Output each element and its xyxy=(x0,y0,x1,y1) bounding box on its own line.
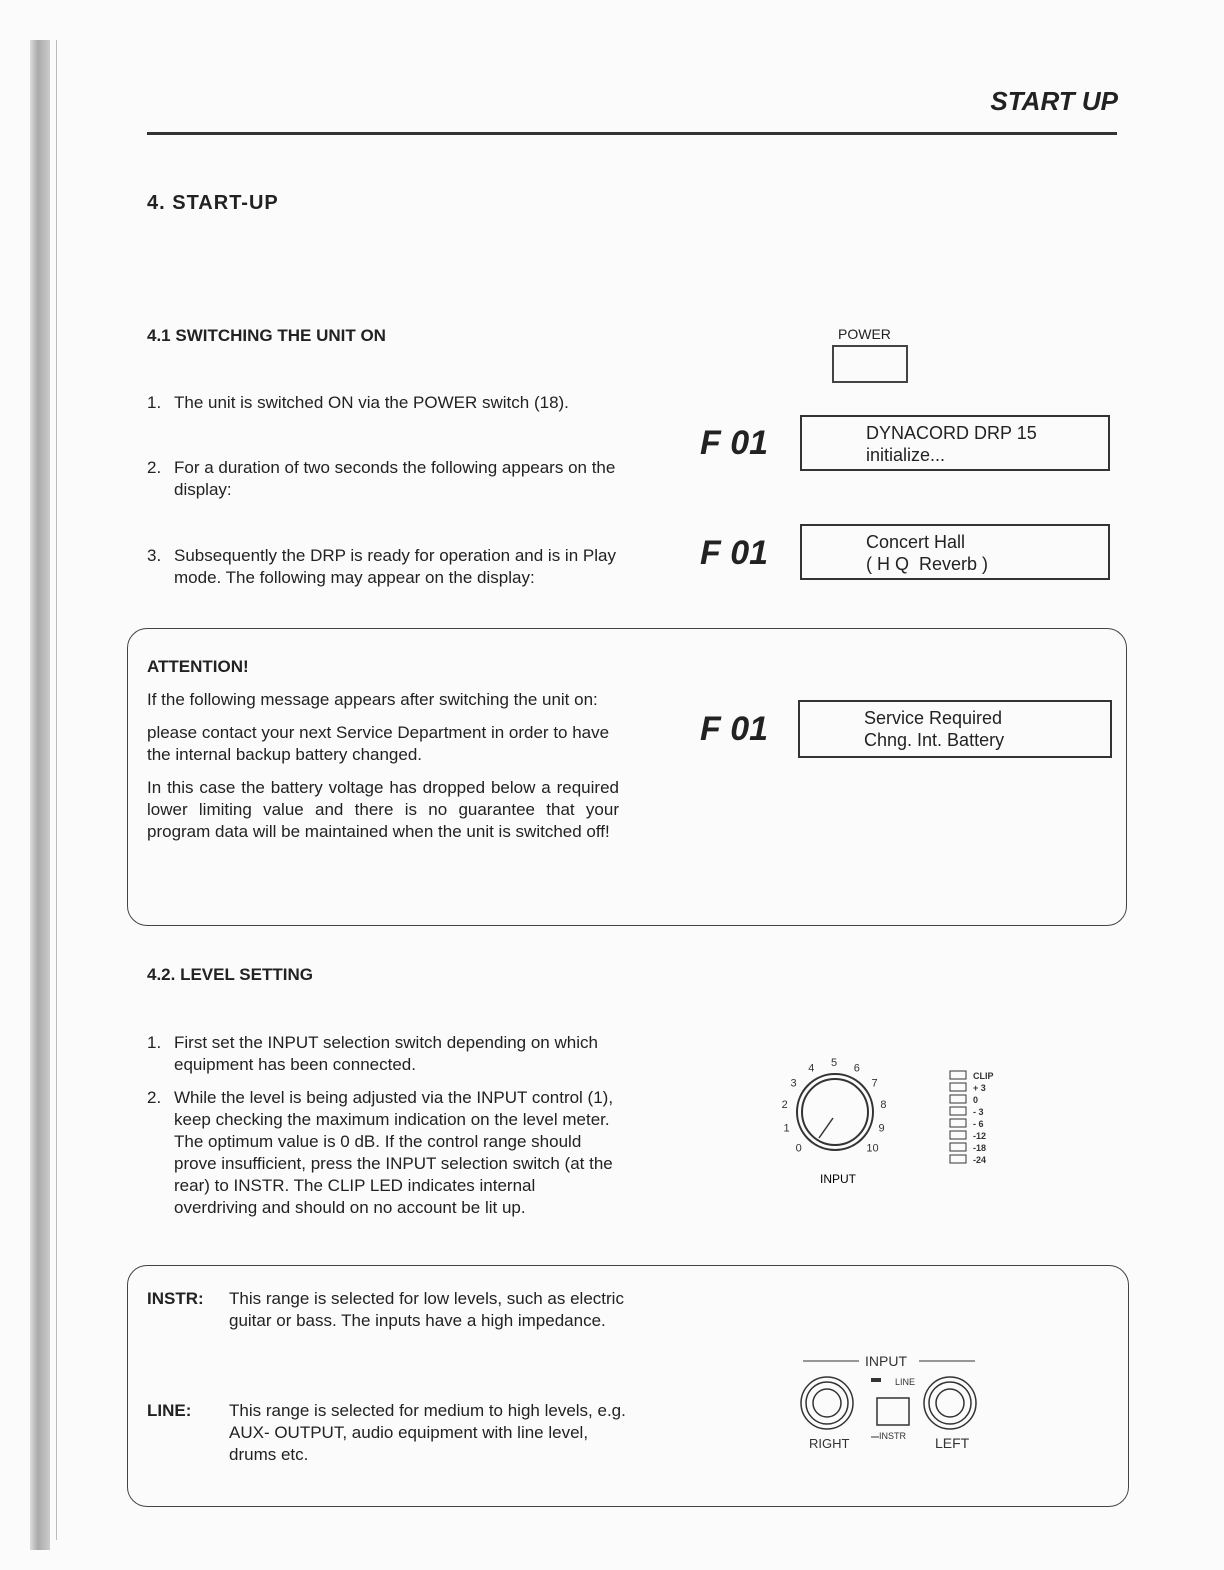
meter-label: - 3 xyxy=(973,1107,984,1117)
meter-label: 0 xyxy=(973,1095,979,1105)
running-header: START UP xyxy=(990,86,1118,116)
knob-tick-label: 9 xyxy=(878,1122,885,1135)
knob-tick-label: 8 xyxy=(880,1099,887,1112)
attention-title: ATTENTION! xyxy=(147,657,249,676)
knob-tick-label: 10 xyxy=(866,1142,879,1155)
knob-pointer xyxy=(819,1118,833,1138)
lcd-display: Service Required Chng. Int. Battery xyxy=(798,700,1112,758)
line-text: This range is selected for medium to high levels, e.g. AUX- OUTPUT, audio equipment with line level, drums etc. xyxy=(229,1401,626,1464)
list-item: 2. For a duration of two seconds the following appears on the display: xyxy=(147,458,616,499)
input-panel-diagram xyxy=(795,1345,995,1455)
meter-led xyxy=(950,1119,966,1127)
section-title: 4. START-UP xyxy=(147,192,279,214)
list-item: 1. First set the INPUT selection switch depending on which equipment has been connected. xyxy=(147,1033,598,1074)
header-rule xyxy=(147,132,1117,135)
input-knob-diagram xyxy=(770,1055,1020,1190)
knob-tick-label: 7 xyxy=(871,1077,878,1090)
knob-tick-label: 6 xyxy=(853,1062,860,1075)
meter-led xyxy=(950,1107,966,1115)
switch-up-icon xyxy=(871,1378,881,1382)
display-number: F 01 xyxy=(700,424,769,462)
knob-ring xyxy=(797,1074,873,1150)
meter-label: -18 xyxy=(973,1143,987,1153)
list-item: 3. Subsequently the DRP is ready for operation and is in Play mode. The following may appear on the display: xyxy=(147,546,616,587)
meter-led xyxy=(950,1083,966,1091)
attention-text: If the following message appears after switching the unit on: please contact your next Service Department in order to have the internal backup battery changed. In this case the battery voltage has dropped below a required lower limiting value and there is no guarantee that your program data will be maintained when the unit is switched off! xyxy=(147,690,619,841)
lcd-display: Concert Hall ( H Q Reverb ) xyxy=(800,524,1110,580)
knob-tick-label: 3 xyxy=(790,1077,797,1090)
knob-tick-label: 0 xyxy=(795,1142,802,1155)
instr-label: INSTR: xyxy=(147,1289,204,1308)
panel-input-label: INPUT xyxy=(865,1353,907,1369)
line-label: LINE: xyxy=(147,1401,192,1420)
knob-label: INPUT xyxy=(820,1172,856,1186)
meter-led xyxy=(950,1071,966,1079)
heading-switching: 4.1 SWITCHING THE UNIT ON xyxy=(147,326,386,345)
panel-instr-label: INSTR xyxy=(879,1431,906,1441)
jack-left-icon xyxy=(924,1377,976,1429)
panel-right-label: RIGHT xyxy=(809,1436,850,1451)
list-item: 1. The unit is switched ON via the POWER switch (18). xyxy=(147,393,569,412)
display-number: F 01 xyxy=(700,534,769,572)
panel-left-label: LEFT xyxy=(935,1435,970,1451)
knob-tick-label: 5 xyxy=(831,1057,838,1069)
list-item: 2. While the level is being adjusted via the INPUT control (1), keep checking the maximum indication on the level meter. The optimum value is 0 dB. If the control range should prove insufficient, press the INPUT selection switch (at the rear) to INSTR. The CLIP LED indicates internal overdriving and should on no account be lit up. xyxy=(147,1088,614,1217)
meter-label: -12 xyxy=(973,1131,987,1141)
power-label: POWER xyxy=(838,326,891,342)
meter-led xyxy=(950,1131,966,1139)
knob-tick-label: 1 xyxy=(783,1122,790,1135)
panel-line-label: LINE xyxy=(895,1377,916,1387)
input-select-switch xyxy=(877,1398,909,1425)
knob xyxy=(802,1079,868,1145)
instr-text: This range is selected for low levels, such as electric guitar or bass. The inputs have a high impedance. xyxy=(229,1289,624,1330)
display-number: F 01 xyxy=(700,710,769,748)
meter-led xyxy=(950,1095,966,1103)
lcd-display: DYNACORD DRP 15 initialize... xyxy=(800,415,1110,471)
knob-tick-label: 4 xyxy=(808,1062,815,1075)
scan-edge xyxy=(30,40,50,1550)
scan-line xyxy=(56,40,57,1540)
meter-label: + 3 xyxy=(973,1083,986,1093)
meter-label: CLIP xyxy=(973,1071,994,1081)
meter-label: - 6 xyxy=(973,1119,984,1129)
meter-led xyxy=(950,1155,966,1163)
power-switch xyxy=(832,345,908,383)
jack-right-icon xyxy=(801,1377,853,1429)
meter-led xyxy=(950,1143,966,1151)
heading-level: 4.2. LEVEL SETTING xyxy=(147,965,313,984)
knob-tick-label: 2 xyxy=(781,1099,788,1112)
meter-label: -24 xyxy=(973,1155,987,1165)
